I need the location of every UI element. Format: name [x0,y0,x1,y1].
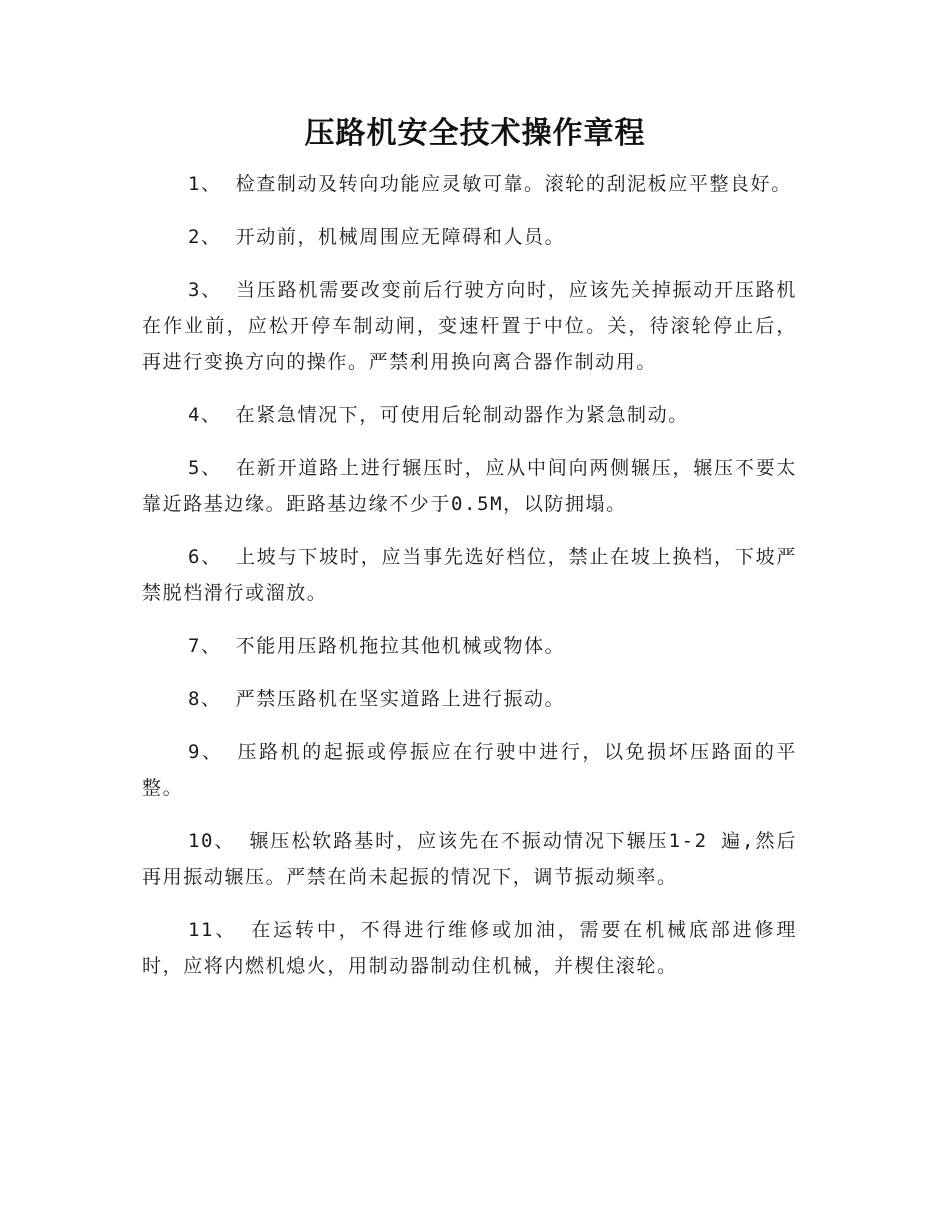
rule-item [142,539,797,611]
rule-item [142,681,797,717]
rule-number: 3、 [188,279,223,301]
rule-text: 严禁压路机在坚实道路上进行振动。 [235,688,566,710]
rule-number: 2、 [188,226,222,248]
rule-text: 压路机的起振或停振应在行驶中进行，以免损坏压路面的平整。 [142,741,797,799]
rule-text: 检查制动及转向功能应灵敏可靠。滚轮的刮泥板应平整良好。 [235,173,792,195]
rule-item [142,450,797,522]
rule-item [142,166,797,202]
rule-text: 在新开道路上进行辗压时，应从中间向两侧辗压，辗压不要太靠近路基边缘。距路基边缘不少于0.5M，以防拥塌。 [142,457,798,515]
rule-item [142,397,797,433]
rule-number: 10、 [188,830,236,852]
rule-text: 开动前，机械周围应无障碍和人员。 [235,226,566,248]
rule-text: 在运转中，不得进行维修或加油，需要在机械底部进修理时，应将内燃机熄火，用制动器制动住机械，并楔住滚轮。 [142,919,797,977]
rule-item [142,272,797,380]
rule-item [142,734,797,806]
rule-number: 1、 [188,173,222,195]
rule-item [142,823,797,895]
document-title: 压路机安全技术操作章程 [304,116,646,151]
rule-item [142,912,797,984]
rule-number: 6、 [188,546,223,568]
rule-number: 4、 [188,404,222,426]
rule-text: 辗压松软路基时，应该先在不振动情况下辗压1-2 遍,然后再用振动辗压。严禁在尚未起振的情况下，调节振动频率。 [142,830,797,888]
rule-text: 在紧急情况下，可使用后轮制动器作为紧急制动。 [235,404,689,426]
rule-text: 上坡与下坡时，应当事先选好档位，禁止在坡上换档，下坡严禁脱档滑行或溜放。 [142,546,798,604]
rule-text: 不能用压路机拖拉其他机械或物体。 [235,635,566,657]
rule-text: 当压路机需要改变前后行驶方向时，应该先关掉振动开压路机在作业前，应松开停车制动闸，变速杆置于中位。关，待滚轮停止后，再进行变换方向的操作。严禁利用换向离合器作制动用。 [142,279,798,373]
rule-number: 8、 [188,688,222,710]
rule-number: 9、 [188,741,224,763]
rule-number: 5、 [188,457,223,479]
rule-number: 7、 [188,635,222,657]
rules-list [142,166,797,1001]
rule-item [142,219,797,255]
rule-item [142,628,797,664]
rule-number: 11、 [188,919,238,941]
